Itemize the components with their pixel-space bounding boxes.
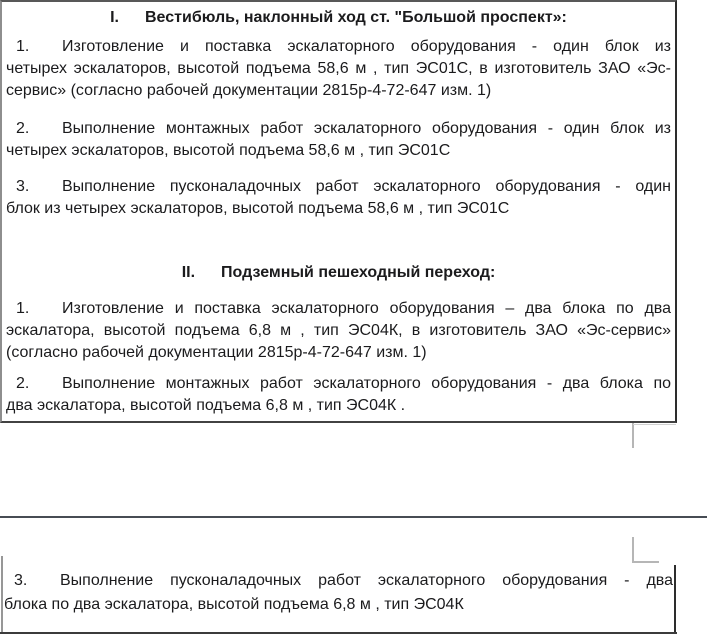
section2-heading-number: II. xyxy=(181,264,196,281)
section1-heading xyxy=(6,7,671,29)
list-item-line: Выполнение монтажных работ эскалаторного оборудования - один блок из xyxy=(62,120,671,137)
page2-table-cell xyxy=(0,556,677,634)
list-item-number: 1. xyxy=(16,300,30,317)
section1-heading-number: I. xyxy=(110,9,119,26)
list-item-line: два эскалатора, высотой подъема 6,8 м , тип ЭС04К . xyxy=(6,397,406,414)
list-item xyxy=(6,298,671,364)
table-border-artifact xyxy=(633,424,676,425)
list-item-line: (согласно рабочей документации 2815р-4-72-647 изм. 1) xyxy=(6,344,427,361)
list-item-line: четырех эскалаторов, высотой подъема 58,6 м , тип ЭС01С xyxy=(6,142,451,159)
list-item-line: Выполнение пусконаладочных работ эскалаторного оборудования - два xyxy=(60,572,673,589)
list-item-number: 2. xyxy=(16,120,30,137)
list-item xyxy=(6,36,671,102)
section2-heading xyxy=(6,262,671,284)
list-item-line: Выполнение пусконаладочных работ эскалаторного оборудования - один xyxy=(62,178,671,195)
list-item-line: блока по два эскалатора, высотой подъема 6,8 м , тип ЭС04К xyxy=(4,596,464,613)
list-item-number: 3. xyxy=(16,178,30,195)
section1-heading-text: Вестибюль, наклонный ход ст. "Большой проспект»: xyxy=(145,9,567,26)
list-item-line: сервис» (согласно рабочей документации 2815р-4-72-647 изм. 1) xyxy=(6,82,492,99)
list-item xyxy=(6,373,671,417)
table-border-artifact xyxy=(632,423,634,448)
list-item-line: блок из четырех эскалаторов, высотой подъема 58,6 м , тип ЭС01С xyxy=(6,200,510,217)
page-break-line xyxy=(0,516,707,518)
list-item-line: Выполнение монтажных работ эскалаторного оборудования - два блока по xyxy=(62,375,671,392)
list-item xyxy=(4,569,673,617)
list-item-line: Изготовление и поставка эскалаторного оборудования - один блок из xyxy=(62,38,671,55)
list-item-number: 2. xyxy=(16,375,30,392)
list-item-number: 3. xyxy=(14,572,28,589)
list-item xyxy=(6,176,671,220)
list-item-line: четырех эскалаторов, высотой подъема 58,6 м , тип ЭС01С, в изготовитель ЗАО «Эс- xyxy=(6,60,671,77)
list-item xyxy=(6,118,671,162)
list-item-line: эскалатора, высотой подъема 6,8 м , тип ЭС04К, в изготовитель ЗАО «Эс-сервис» xyxy=(6,322,671,339)
list-item-number: 1. xyxy=(16,38,30,55)
section2-heading-text: Подземный пешеходный переход: xyxy=(221,264,496,281)
list-item-line: Изготовление и поставка эскалаторного оборудования – два блока по два xyxy=(62,300,671,317)
